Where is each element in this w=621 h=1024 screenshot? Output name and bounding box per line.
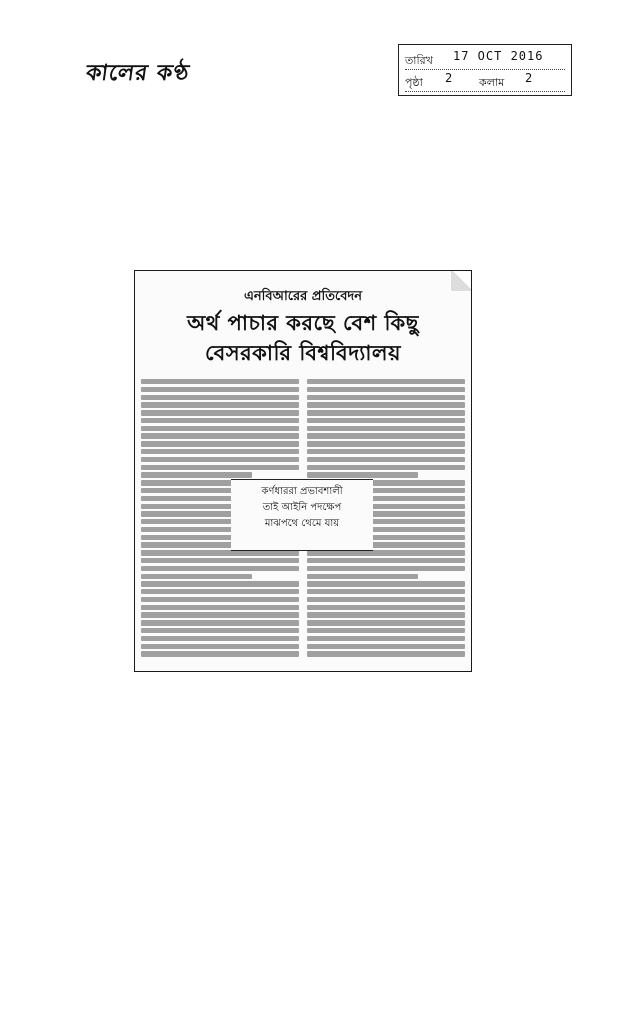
body-text-line [307, 441, 465, 446]
body-text-line [307, 410, 465, 415]
body-text-line [307, 597, 465, 602]
body-text-line [141, 612, 299, 617]
body-text-line [307, 636, 465, 641]
body-text-line [307, 395, 465, 400]
body-text-line [141, 651, 299, 656]
newspaper-masthead: কালের কণ্ঠ [84, 60, 192, 86]
body-text-line [141, 418, 299, 423]
body-text-line [141, 395, 299, 400]
article-headline-line2: বেসরকারি বিশ্ববিদ্যালয় [205, 341, 401, 365]
body-text-line [141, 410, 299, 415]
stamp-column-value: 2 [525, 71, 534, 85]
body-text-line [141, 566, 299, 571]
body-text-line [307, 620, 465, 625]
body-text-line [141, 620, 299, 625]
body-text-line [141, 589, 299, 594]
body-text-line [307, 644, 465, 649]
body-text-line [307, 612, 465, 617]
body-text-line [141, 605, 299, 610]
body-text-line [307, 387, 465, 392]
body-text-line [307, 426, 465, 431]
pullquote-line2: তাই আইনি পদক্ষেপ [262, 502, 342, 513]
body-text-line [307, 402, 465, 407]
body-text-line [307, 574, 418, 579]
body-text-line [307, 457, 465, 462]
article-headline-line1: অর্থ পাচার করছে বেশ কিছু [187, 311, 419, 335]
clipping-stamp [398, 44, 572, 96]
stamp-page-label: পৃষ্ঠা [405, 76, 423, 89]
body-text-line [141, 402, 299, 407]
body-text-line [141, 597, 299, 602]
body-text-line [141, 628, 299, 633]
body-text-line [141, 449, 299, 454]
stamp-date-row [405, 49, 565, 70]
body-text-line [141, 465, 299, 470]
body-text-line [307, 605, 465, 610]
body-text-line [307, 465, 465, 470]
newspaper-clipping [134, 270, 472, 672]
stamp-column-label: কলাম [479, 76, 505, 89]
pullquote-line1: কর্ণধাররা প্রভাবশালী [261, 486, 343, 497]
body-text-line [307, 566, 465, 571]
body-text-line [141, 387, 299, 392]
body-text-line [307, 589, 465, 594]
body-text-line [141, 636, 299, 641]
body-text-line [141, 558, 299, 563]
pullquote-line3: মাঝপথে থেমে যায় [264, 518, 340, 529]
body-text-line [141, 441, 299, 446]
body-text-line [307, 628, 465, 633]
body-text-line [307, 651, 465, 656]
body-text-line [307, 449, 465, 454]
article-pullquote [231, 479, 373, 551]
body-text-line [307, 558, 465, 563]
body-text-line [141, 457, 299, 462]
body-text-line [307, 433, 465, 438]
body-text-line [141, 644, 299, 649]
body-text-line [307, 472, 418, 477]
stamp-date-label: তারিখ [405, 54, 433, 67]
stamp-page-value: 2 [445, 71, 454, 85]
body-text-line [141, 581, 299, 586]
body-text-line [141, 472, 252, 477]
body-text-line [307, 418, 465, 423]
article-kicker: এনবিআরের প্রতিবেদন [243, 289, 363, 304]
body-text-line [307, 581, 465, 586]
body-text-line [141, 433, 299, 438]
stamp-date-value: 17 OCT 2016 [453, 49, 544, 63]
body-text-line [141, 379, 299, 384]
body-text-line [307, 379, 465, 384]
body-text-line [141, 574, 252, 579]
stamp-page-row [405, 71, 565, 92]
body-text-line [141, 426, 299, 431]
